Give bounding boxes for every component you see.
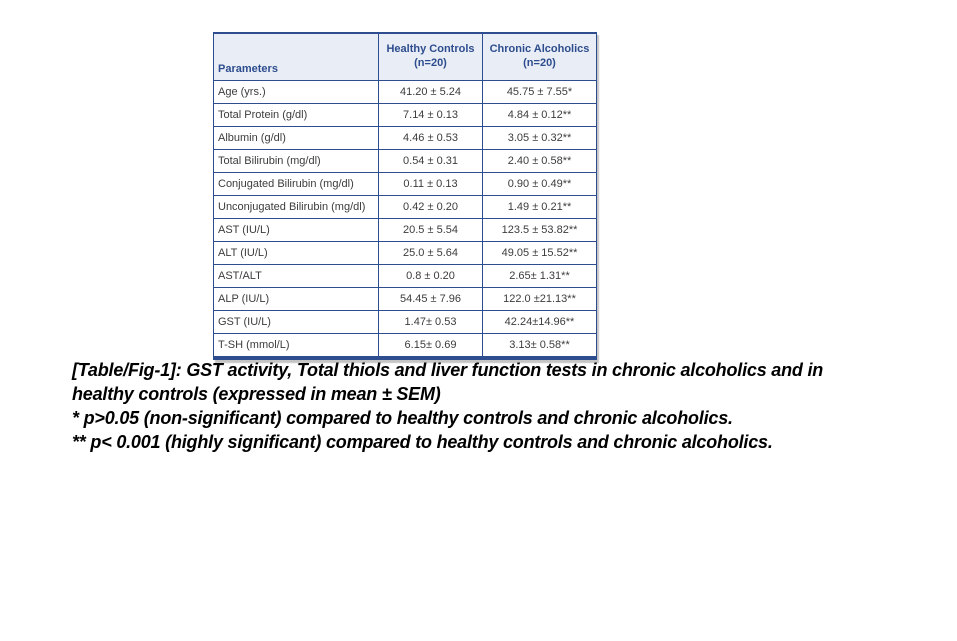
caption-note-significant: ** p< 0.001 (highly significant) compared to healthy controls and chronic alcoholics. <box>72 432 773 452</box>
table-row <box>214 219 597 242</box>
table-body <box>214 81 597 359</box>
healthy-cell: 41.20 ± 5.24 <box>379 81 483 104</box>
healthy-cell: 1.47± 0.53 <box>379 311 483 334</box>
header-alcoholics-line2: (n=20) <box>523 56 556 69</box>
param-cell: Age (yrs.) <box>214 81 379 104</box>
caption-title: [Table/Fig-1]: GST activity, Total thiols and liver function tests in chronic alcoholics and in healthy controls (expressed in mean ± SEM) <box>72 360 824 404</box>
table-row <box>214 311 597 334</box>
param-cell: Total Bilirubin (mg/dl) <box>214 150 379 173</box>
param-cell: T-SH (mmol/L) <box>214 334 379 359</box>
param-cell: Unconjugated Bilirubin (mg/dl) <box>214 196 379 219</box>
alcoholic-cell: 45.75 ± 7.55* <box>483 81 597 104</box>
table-row <box>214 104 597 127</box>
alcoholic-cell: 1.49 ± 0.21** <box>483 196 597 219</box>
table-row <box>214 81 597 104</box>
figure-table-container <box>213 32 597 360</box>
healthy-cell: 0.54 ± 0.31 <box>379 150 483 173</box>
caption-note-nonsignificant: * p>0.05 (non-significant) compared to healthy controls and chronic alcoholics. <box>72 408 733 428</box>
alcoholic-cell: 123.5 ± 53.82** <box>483 219 597 242</box>
table-row <box>214 196 597 219</box>
table-header <box>214 33 597 81</box>
header-parameters: Parameters <box>214 33 379 81</box>
header-healthy-line2: (n=20) <box>414 56 447 69</box>
alcoholic-cell: 3.13± 0.58** <box>483 334 597 359</box>
healthy-cell: 4.46 ± 0.53 <box>379 127 483 150</box>
alcoholic-cell: 2.40 ± 0.58** <box>483 150 597 173</box>
param-cell: ALT (IU/L) <box>214 242 379 265</box>
alcoholic-cell: 2.65± 1.31** <box>483 265 597 288</box>
param-cell: Albumin (g/dl) <box>214 127 379 150</box>
table-row <box>214 127 597 150</box>
header-alcoholics-line1: Chronic Alcoholics <box>489 42 590 55</box>
healthy-cell: 25.0 ± 5.64 <box>379 242 483 265</box>
table-row <box>214 173 597 196</box>
results-table <box>213 32 597 360</box>
param-cell: Total Protein (g/dl) <box>214 104 379 127</box>
param-cell: ALP (IU/L) <box>214 288 379 311</box>
alcoholic-cell: 49.05 ± 15.52** <box>483 242 597 265</box>
table-row <box>214 334 597 359</box>
param-cell: Conjugated Bilirubin (mg/dl) <box>214 173 379 196</box>
table-row <box>214 265 597 288</box>
header-healthy-line1: Healthy Controls <box>386 42 475 55</box>
healthy-cell: 6.15± 0.69 <box>379 334 483 359</box>
figure-caption <box>72 358 840 454</box>
healthy-cell: 0.11 ± 0.13 <box>379 173 483 196</box>
alcoholic-cell: 4.84 ± 0.12** <box>483 104 597 127</box>
alcoholic-cell: 0.90 ± 0.49** <box>483 173 597 196</box>
healthy-cell: 7.14 ± 0.13 <box>379 104 483 127</box>
table-row <box>214 242 597 265</box>
alcoholic-cell: 122.0 ±21.13** <box>483 288 597 311</box>
header-chronic-alcoholics <box>483 33 597 81</box>
table-row <box>214 150 597 173</box>
header-row <box>214 33 597 81</box>
alcoholic-cell: 42.24±14.96** <box>483 311 597 334</box>
healthy-cell: 20.5 ± 5.54 <box>379 219 483 242</box>
header-healthy-controls <box>379 33 483 81</box>
param-cell: AST (IU/L) <box>214 219 379 242</box>
healthy-cell: 0.8 ± 0.20 <box>379 265 483 288</box>
alcoholic-cell: 3.05 ± 0.32** <box>483 127 597 150</box>
table-row <box>214 288 597 311</box>
param-cell: AST/ALT <box>214 265 379 288</box>
healthy-cell: 0.42 ± 0.20 <box>379 196 483 219</box>
param-cell: GST (IU/L) <box>214 311 379 334</box>
healthy-cell: 54.45 ± 7.96 <box>379 288 483 311</box>
